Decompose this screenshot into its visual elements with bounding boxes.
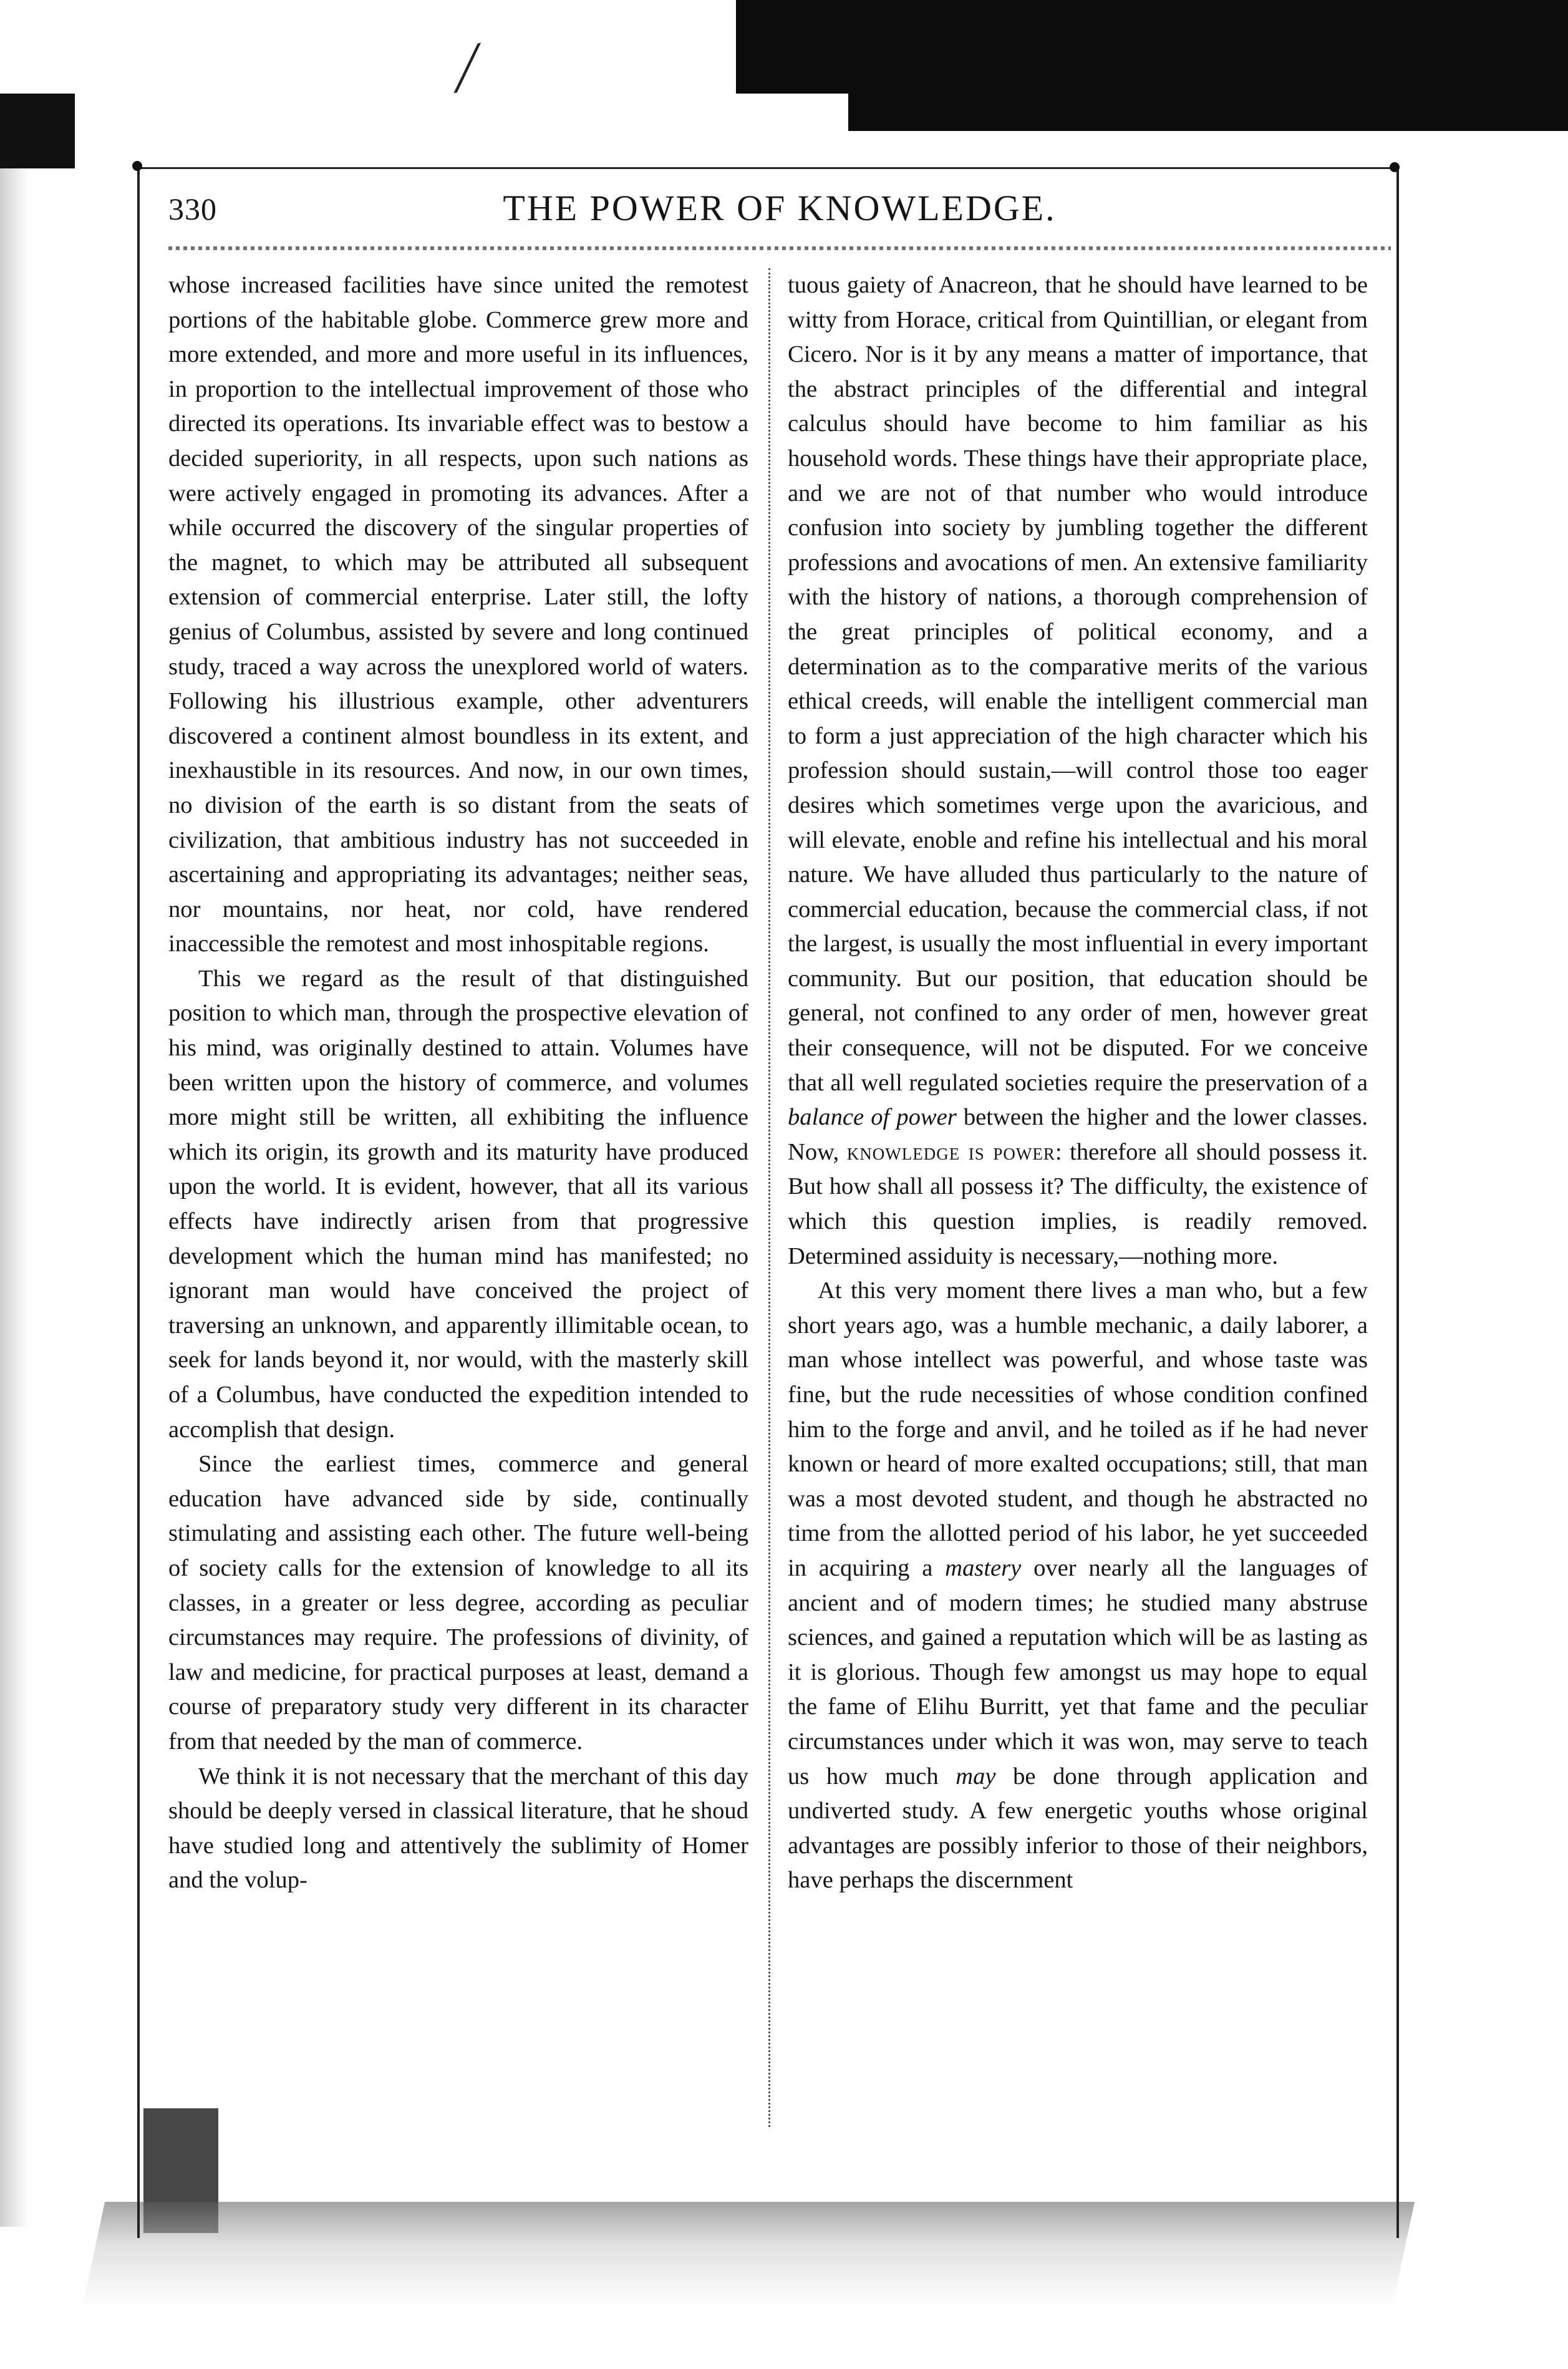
page-number: 330	[168, 191, 217, 226]
text-run: between the higher and the lower classes. Now,	[788, 1104, 1368, 1165]
paragraph	[788, 1274, 1368, 1898]
paragraph: whose increased facilities have since united the remotest portions of the habitable globe. Commerce grew more and more extended, and more and more useful in its influences, in proportion to the intellectual improvement of those who directed its operations. Its invariable effect was to bestow a decided superiority, in all respects, upon such nations as were actively engaged in promoting its advances. After a while occurred the discovery of the singular properties of the magnet, to which may be attributed all subsequent extension of commercial enterprise. Later still, the lofty genius of Columbus, assisted by severe and long continued study, traced a way across the unexplored world of waters. Following his illustrious example, other adventurers discovered a continent almost boundless in its extent, and inexhaustible in its resources. And now, in our own times, no division of the earth is so distant from the seats of civilization, that ambitious industry has not succeeded in ascertaining and appropriating its advantages; neither seas, nor mountains, nor heat, nor cold, have rendered inaccessible the remotest and most inhospitable regions.	[168, 272, 748, 957]
italic-phrase: balance of power	[788, 1104, 957, 1131]
corner-dot	[132, 161, 142, 171]
scan-left-shadow	[0, 168, 29, 2227]
text-run: be done through application and undiverted study. A few energetic youths whose original advantages are possibly inferior to those of their neighbors, have perhaps the discernment	[788, 1763, 1368, 1894]
paragraph: We think it is not necessary that the merchant of this day should be deeply versed in classical literature, that he shoud have studied long and attentively the sublimity of Homer and the volup-	[168, 1763, 748, 1894]
frame-top-rule	[137, 167, 1396, 169]
paragraph: Since the earliest times, commerce and general education have advanced side by side, continually stimulating and assisting each other. The future well-being of society calls for the extension of knowledge to all its classes, in a greater or less degree, according as peculiar circumstances may require. The professions of divinity, of law and medicine, for practical purposes at least, demand a course of preparatory study very different in its character from that needed by the man of commerce.	[168, 1451, 748, 1755]
pencil-mark: ⁄	[455, 29, 480, 106]
paragraph: This we regard as the result of that distinguished position to which man, through the prospective elevation of his mind, was originally destined to attain. Volumes have been written upon the history of commerce, and volumes more might still be written, all exhibiting the influence which its origin, its growth and its maturity have produced upon the world. It is evident, however, that all its various effects have indirectly arisen from that progressive development which the human mind has manifested; no ignorant man would have conceived the project of traversing an unknown, and apparently illimitable ocean, to seek for lands beyond it, nor would, with the masterly skill of a Columbus, have conducted the expedition intended to accomplish that design.	[168, 965, 748, 1443]
left-column	[168, 268, 748, 2139]
paragraph	[788, 268, 1368, 1274]
italic-word: mastery	[945, 1554, 1022, 1581]
text-run: At this very moment there lives a man who, but a few short years ago, was a humble mechanic, a daily laborer, a man whose intellect was powerful, and whose taste was fine, but the rude necessities of whose condition confined him to the forge and anvil, and he toiled as if he had never known or heard of more exalted occupations; still, that man was a most devoted student, and though he abstracted no time from the allotted period of his labor, he yet succeeded in acquiring a	[788, 1277, 1368, 1581]
text-run: over nearly all the languages of ancient and of modern times; he studied many abstruse sciences, and gained a reputation which will be as lasting as it is glorious. Though few amongst us may hope to equal the fame of Elihu Burritt, yet that fame and the peculiar circumstances under which it was won, may serve to teach us how much	[788, 1554, 1368, 1790]
text-run: : therefore all should possess it. But how shall all possess it? The difficulty, the existence of which this question implies, is readily removed. Determined assiduity is necessary,—nothing more.	[788, 1138, 1368, 1269]
text-run: tuous gaiety of Anacreon, that he should have learned to be witty from Horace, critical from Quintillian, or elegant from Cicero. Nor is it by any means a matter of importance, that the abstract principles of the differential and integral calculus should have become to him familiar as his household words. These things have their appropriate place, and we are not of that number who would introduce confusion into society by jumbling together the different professions and avocations of men. An extensive familiarity with the history of nations, a thorough comprehension of the great principles of political economy, and a determination as to the comparative merits of the various ethical creeds, will enable the intelligent commercial man to form a just appreciation of the high character which his profession should sustain,—will control those too eager desires which sometimes verge upon the avaricious, and will elevate, enoble and refine his intellectual and his moral nature. We have alluded thus particularly to the nature of commercial education, because the commercial class, if not the largest, is usually the most influential in every important community. But our position, that education should be general, not confined to any order of men, however great their consequence, will not be disputed. For we conceive that all well regulated societies require the preservation of a	[788, 272, 1368, 1096]
scan-binding-shadow	[736, 0, 1568, 131]
scan-corner-shadow	[0, 94, 75, 168]
small-caps-phrase: knowledge is power	[846, 1138, 1055, 1165]
scan-binding-notch	[736, 94, 848, 131]
running-head	[168, 187, 1391, 237]
italic-word: may	[956, 1763, 996, 1790]
corner-dot	[1390, 162, 1400, 172]
column-divider	[768, 268, 770, 2127]
header-rule	[168, 246, 1391, 250]
right-column	[788, 268, 1368, 2139]
running-title: THE POWER OF KNOWLEDGE.	[503, 188, 1057, 228]
